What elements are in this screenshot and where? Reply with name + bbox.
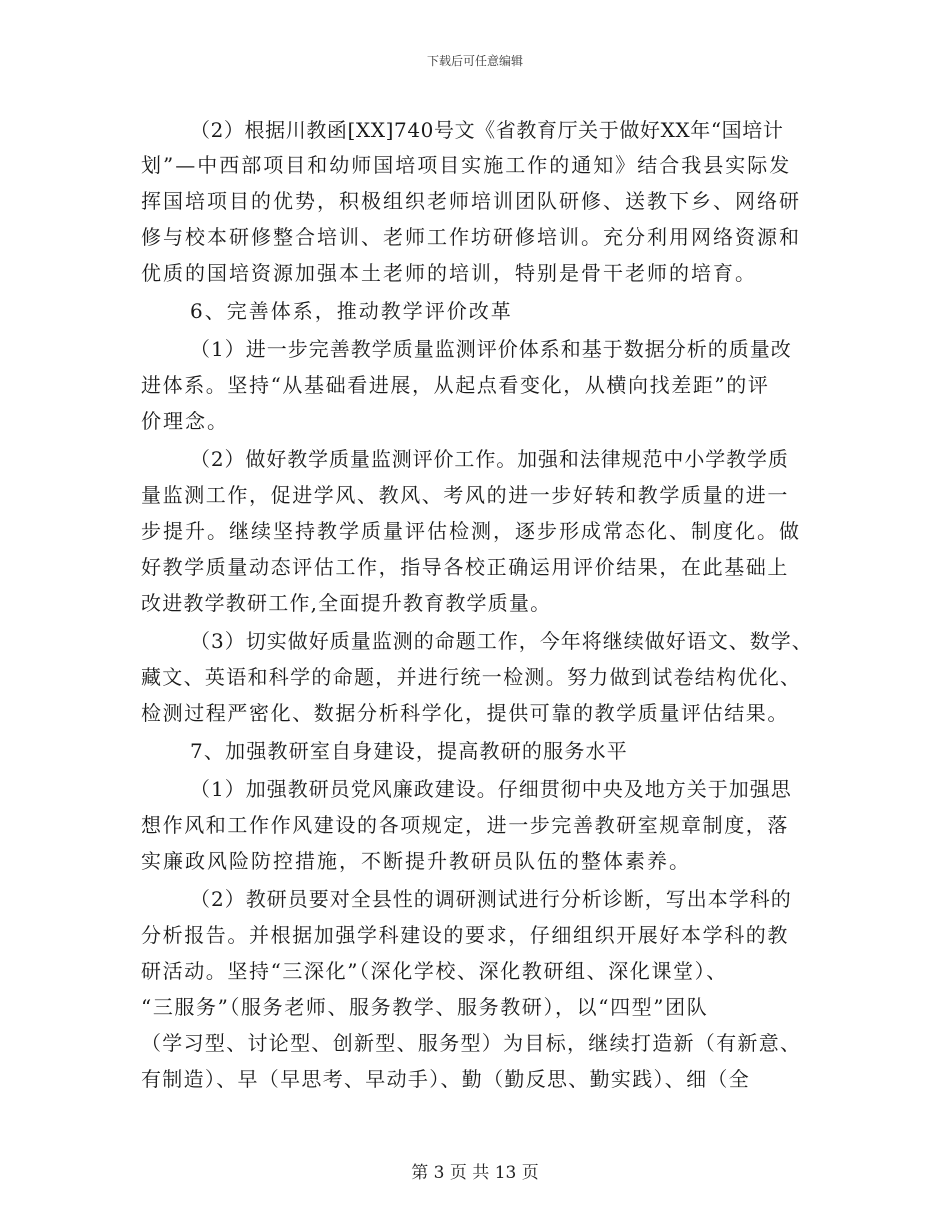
text-line: （2）根据川教函[XX]740号文《省教育厅关于做好XX年“国培计 bbox=[190, 118, 784, 142]
text-line: 进体系。坚持“从基础看进展，从起点看变化，从横向找差距”的评 bbox=[141, 373, 770, 397]
text-line: 挥国培项目的优势，积极组织老师培训团队研修、送教下乡、网络研 bbox=[141, 189, 801, 213]
text-line: （学习型、讨论型、创新型、服务型）为目标，继续打造新（有新意、 bbox=[141, 1031, 802, 1055]
text-line: （2）教研员要对全县性的调研测试进行分析诊断，写出本学科的 bbox=[190, 887, 792, 911]
text-line: 量监测工作，促进学风、教风、考风的进一步好转和教学质量的进一 bbox=[141, 483, 789, 507]
text-line: （1）加强教研员党风廉政建设。仔细贯彻中央及地方关于加强思 bbox=[190, 777, 792, 801]
text-line: 划”—中西部项目和幼师国培项目实施工作的通知》结合我县实际发 bbox=[141, 153, 792, 177]
text-line: 好教学质量动态评估工作，指导各校正确运用评价结果，在此基础上 bbox=[141, 555, 789, 579]
text-line: 分析报告。并根据加强学科建设的要求，仔细组织开展好本学科的教 bbox=[141, 923, 789, 947]
text-line: 研活动。坚持“三深化”（深化学校、深化教研组、深化课堂）、 bbox=[141, 959, 728, 983]
text-line: 步提升。继续坚持教学质量评估检测，逐步形成常态化、制度化。做 bbox=[141, 519, 801, 543]
text-line: 优质的国培资源加强本土老师的培训，特别是骨干老师的培育。 bbox=[141, 261, 757, 285]
text-line: 修与校本研修整合培训、老师工作坊研修培训。充分利用网络资源和 bbox=[141, 225, 801, 249]
text-line: （3）切实做好质量监测的命题工作，今年将继续做好语文、数学、 bbox=[190, 629, 813, 653]
text-line: 藏文、英语和科学的命题，并进行统一检测。努力做到试卷结构优化、 bbox=[141, 665, 802, 689]
text-line: 实廉政风险防控措施，不断提升教研员队伍的整体素养。 bbox=[141, 849, 691, 873]
text-line: 改进教学教研工作,全面提升教育教学质量。 bbox=[141, 591, 552, 615]
text-line: 价理念。 bbox=[141, 409, 229, 433]
page-footer: 第 3 页 共 13 页 bbox=[411, 1163, 539, 1183]
section-heading: 7、加强教研室自身建设，提高教研的服务水平 bbox=[190, 739, 628, 763]
text-line: （2）做好教学质量监测评价工作。加强和法律规范中小学教学质 bbox=[190, 447, 789, 471]
page-header: 下载后可任意编辑 bbox=[426, 54, 523, 68]
text-line: 有制造）、早（早思考、早动手）、勤（勤反思、勤实践）、细（全 bbox=[141, 1067, 750, 1091]
section-heading: 6、完善体系，推动教学评价改革 bbox=[190, 299, 513, 323]
text-line: 想作风和工作作风建设的各项规定，进一步完善教研室规章制度，落 bbox=[141, 813, 789, 837]
text-line: 检测过程严密化、数据分析科学化，提供可靠的教学质量评估结果。 bbox=[141, 701, 789, 725]
text-line: （1）进一步完善教学质量监测评价体系和基于数据分析的质量改 bbox=[190, 337, 792, 361]
text-line: “三服务”（服务老师、服务教学、服务教研），以“四型”团队 bbox=[141, 995, 709, 1019]
